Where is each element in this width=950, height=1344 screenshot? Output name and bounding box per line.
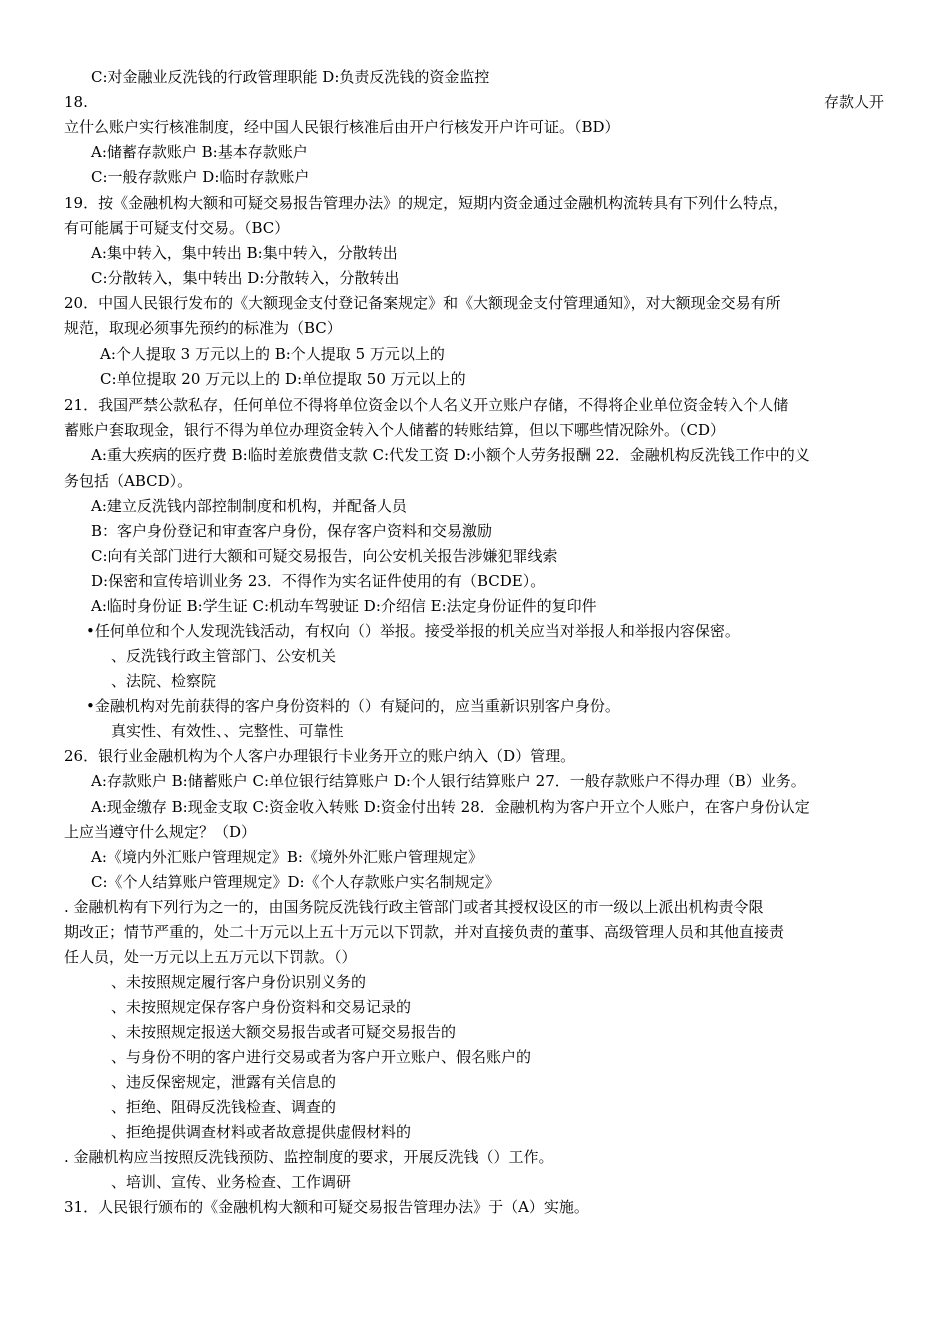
option-line: 、拒绝提供调查材料或者故意提供虚假材料的 [111, 1123, 412, 1141]
text-line: 务包括（ABCD）。 [64, 472, 193, 490]
text-line: 蓄账户套取现金，银行不得为单位办理资金转入个人储蓄的转账结算，但以下哪些情况除外。（CD） [64, 421, 726, 439]
option-line: 、法院、检察院 [111, 672, 217, 690]
option-line: C:单位提取 20 万元以上的 D:单位提取 50 万元以上的 [100, 370, 466, 388]
option-line: A:个人提取 3 万元以上的 B:个人提取 5 万元以上的 [100, 345, 445, 363]
text-line: 立什么账户实行核准制度，经中国人民银行核准后由开户行核发开户许可证。（BD） [64, 118, 620, 136]
text-line: 有可能属于可疑支付交易。（BC） [64, 219, 290, 237]
option-line: D:保密和宣传培训业务 23．不得作为实名证件使用的有（BCDE）。 [91, 572, 546, 590]
question-number: 18. [64, 93, 88, 111]
text-line: 规范，取现必须事先预约的标准为（BC） [64, 319, 342, 337]
option-line: 、拒绝、阻碍反洗钱检查、调查的 [111, 1098, 337, 1116]
text-line: 任人员，处一万元以上五万元以下罚款。（） [64, 948, 357, 966]
bullet-line: •任何单位和个人发现洗钱活动，有权向（）举报。接受举报的机关应当对举报人和举报内容保密。 [86, 622, 740, 640]
text-line: 上应当遵守什么规定？（D） [64, 823, 257, 841]
option-line: A:集中转入，集中转出 B:集中转入，分散转出 [91, 244, 398, 262]
option-line: 、反洗钱行政主管部门、公安机关 [111, 647, 337, 665]
question-line: 19．按《金融机构大额和可疑交易报告管理办法》的规定，短期内资金通过金融机构流转具有下列什么特点， [64, 194, 789, 212]
option-line: A:现金缴存 B:现金支取 C:资金收入转账 D:资金付出转 28．金融机构为客户开立个人账户，在客户身份认定 [91, 798, 810, 816]
option-line: 、未按照规定保存客户身份资料和交易记录的 [111, 998, 412, 1016]
option-line: B：客户身份登记和审查客户身份，保存客户资料和交易激励 [91, 522, 493, 540]
option-line: C:分散转入，集中转出 D:分散转入，分散转出 [91, 269, 400, 287]
option-line: A:重大疾病的医疗费 B:临时差旅费借支款 C:代发工资 D:小额个人劳务报酬 22．金融机构反洗钱工作中的义 [91, 446, 810, 464]
option-line: 真实性、有效性、、完整性、可靠性 [111, 722, 344, 740]
option-line: A:建立反洗钱内部控制制度和机构，并配备人员 [91, 497, 407, 515]
text-line: C:对金融业反洗钱的行政管理职能 D:负责反洗钱的资金监控 [91, 68, 490, 86]
option-line: A:《境内外汇账户管理规定》B:《境外外汇账户管理规定》 [91, 848, 483, 866]
question-line: 26．银行业金融机构为个人客户办理银行卡业务开立的账户纳入（D）管理。 [64, 747, 576, 765]
option-line: C:一般存款账户 D:临时存款账户 [91, 168, 310, 186]
option-line: A:临时身份证 B:学生证 C:机动车驾驶证 D:介绍信 E:法定身份证件的复印件 [91, 597, 597, 615]
option-line: 、未按照规定履行客户身份识别义务的 [111, 973, 367, 991]
text-line: 存款人开 [823, 93, 884, 111]
question-line: 20．中国人民银行发布的《大额现金支付登记备案规定》和《大额现金支付管理通知》，对大额现金交易有所 [64, 294, 781, 312]
option-line: 、培训、宣传、业务检查、工作调研 [111, 1173, 352, 1191]
option-line: C:《个人结算账户管理规定》D:《个人存款账户实名制规定》 [91, 873, 500, 891]
option-line: C:向有关部门进行大额和可疑交易报告，向公安机关报告涉嫌犯罪线索 [91, 547, 558, 565]
question-line: 21．我国严禁公款私存，任何单位不得将单位资金以个人名义开立账户存储，不得将企业单位资金转入个人储 [64, 396, 789, 414]
question-line: . 金融机构应当按照反洗钱预防、监控制度的要求，开展反洗钱（）工作。 [64, 1148, 554, 1166]
question-line: . 金融机构有下列行为之一的，由国务院反洗钱行政主管部门或者其授权设区的市一级以上派出机构责令限 [64, 898, 764, 916]
option-line: 、未按照规定报送大额交易报告或者可疑交易报告的 [111, 1023, 457, 1041]
text-line: 期改正；情节严重的，处二十万元以上五十万元以下罚款，并对直接负责的董事、高级管理人员和其他直接责 [64, 923, 785, 941]
option-line: 、违反保密规定，泄露有关信息的 [111, 1073, 337, 1091]
option-line: A:存款账户 B:储蓄账户 C:单位银行结算账户 D:个人银行结算账户 27．一般存款账户不得办理（B）业务。 [91, 772, 806, 790]
bullet-line: •金融机构对先前获得的客户身份资料的（）有疑问的，应当重新识别客户身份。 [86, 697, 620, 715]
question-line: 31．人民银行颁布的《金融机构大额和可疑交易报告管理办法》于（A）实施。 [64, 1198, 589, 1216]
option-line: A:储蓄存款账户 B:基本存款账户 [91, 143, 308, 161]
option-line: 、与身份不明的客户进行交易或者为客户开立账户、假名账户的 [111, 1048, 532, 1066]
